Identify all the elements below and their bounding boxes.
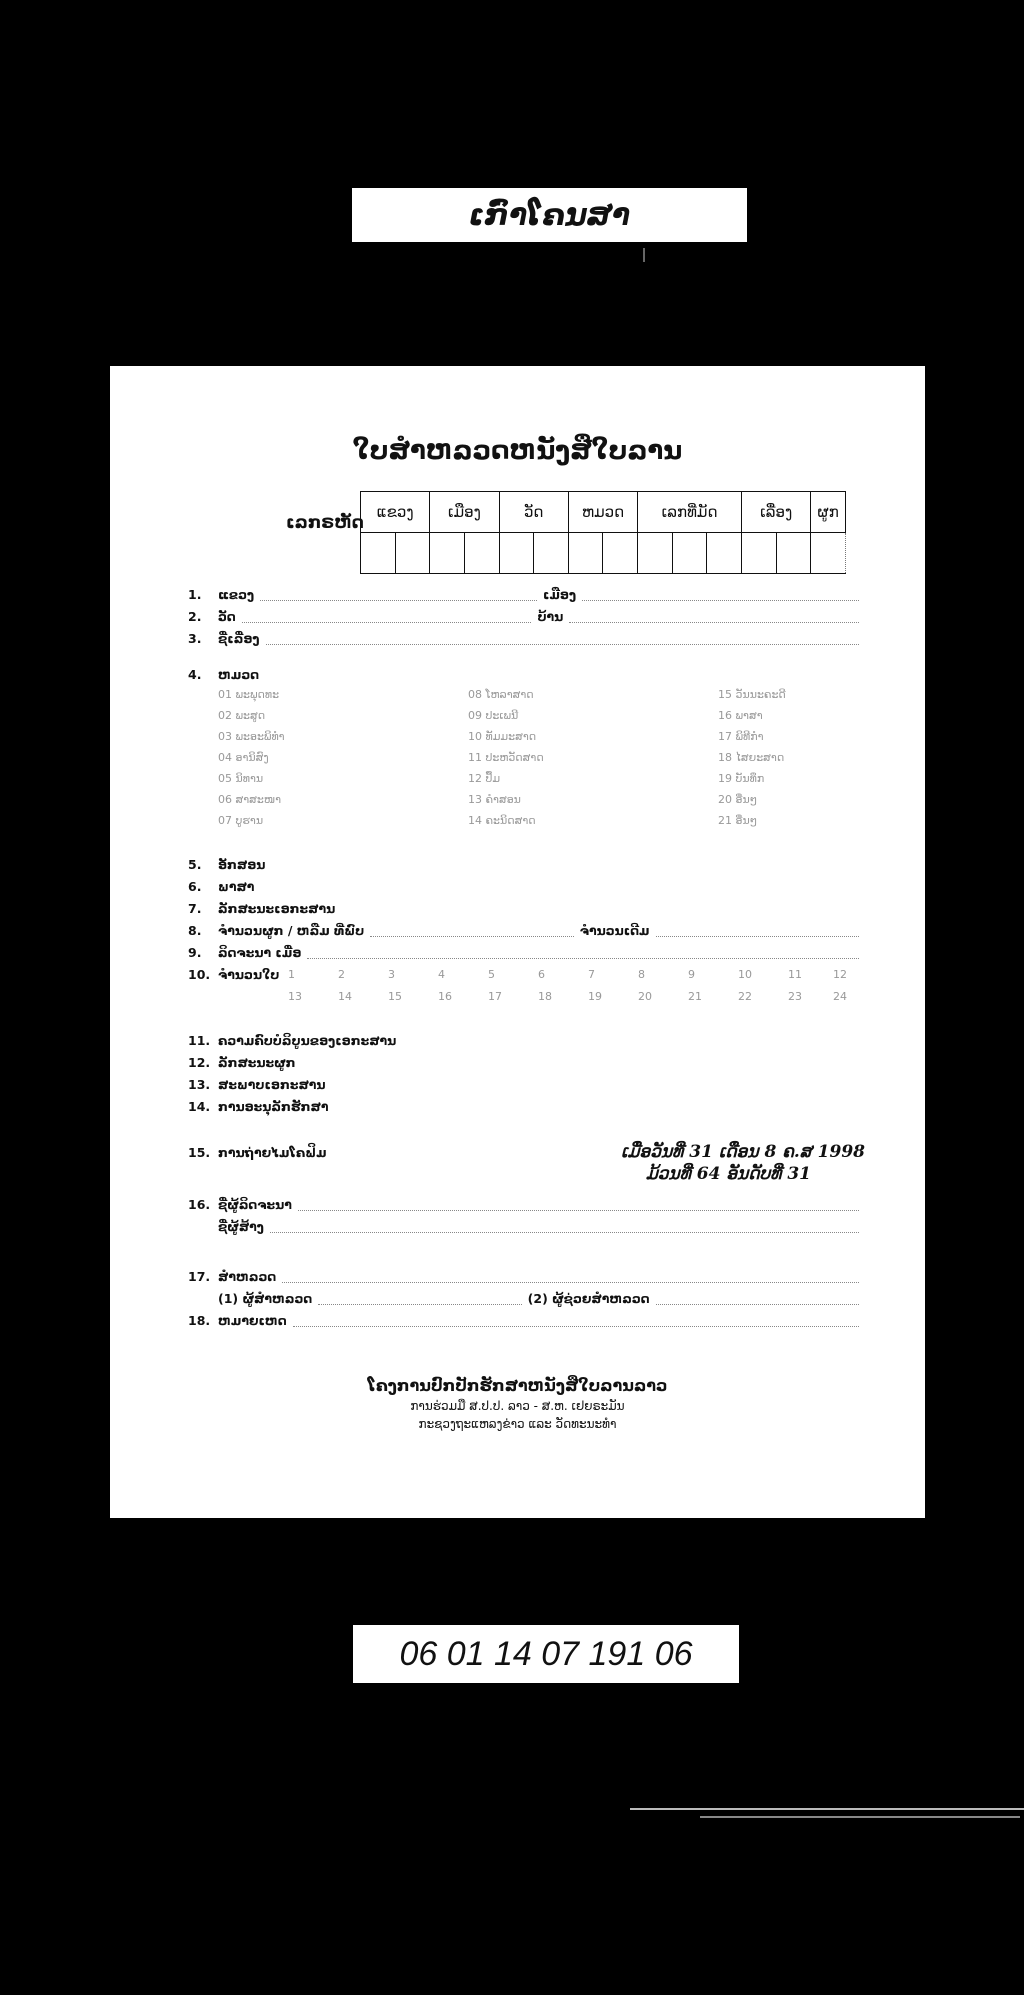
- leaf-number: 1: [288, 968, 295, 981]
- code-header-temple: ວັດ: [499, 492, 568, 533]
- category-option: 08 ໂຫລາສາດ: [468, 688, 534, 701]
- footer-cooperation: ການຮ່ວມມື ສ.ປ.ປ. ລາວ - ສ.ຫ. ເຢຍຣະມັນ: [410, 1399, 625, 1413]
- leaf-number: 7: [588, 968, 595, 981]
- row-label: ການອະນຸລັກຮັກສາ: [218, 1098, 329, 1114]
- row-microfilm-roll: [188, 1164, 865, 1184]
- row-number: 18.: [188, 1312, 211, 1328]
- category-option: 04 ອານິສົງ: [218, 751, 269, 764]
- row-microfilm: [188, 1142, 865, 1162]
- survey-form-sheet: [110, 366, 925, 1518]
- row-province: [188, 584, 865, 604]
- code-table: [360, 491, 846, 574]
- category-option: 19 ບັນທຶກ: [718, 772, 765, 785]
- code-cell: [811, 533, 846, 574]
- handwritten-date: ເມື່ອວັນທີ່ 31 ເດືອນ 8 ຄ.ສ 1998: [621, 1142, 865, 1162]
- row-label: ສະພາບເອກະສານ: [218, 1076, 326, 1092]
- surveyor-label: (1) ຜູ້ສຳຫລວດ: [218, 1290, 313, 1306]
- microfilm-code-label: 06 01 14 07 191 06: [353, 1625, 739, 1683]
- leaf-number: 12: [833, 968, 847, 981]
- tick-mark: [643, 248, 645, 262]
- category-option: 12 ປຶ້ມ: [468, 772, 501, 785]
- leaf-number: 15: [388, 990, 402, 1003]
- fill-line: [370, 924, 574, 937]
- category-option: 18 ໄສຍະສາດ: [718, 751, 785, 764]
- row-label: ຫມວດ: [218, 666, 260, 682]
- code-label: ເລກຣຫັດ: [286, 513, 364, 533]
- category-option: 02 ພະສູດ: [218, 709, 266, 722]
- category-option: 15 ວັນນະຄະດີ: [718, 688, 786, 701]
- category-option: 16 ພາສາ: [718, 709, 763, 722]
- row-temple: [188, 606, 865, 626]
- row-label: ຊື່ຜູ້ລິດຈະນາ: [218, 1196, 292, 1212]
- category-option: 10 ທັມມະສາດ: [468, 730, 537, 743]
- category-option: 20 ອື່ນໆ: [718, 793, 758, 806]
- code-header-fascicle: ຜູກ: [811, 492, 846, 533]
- code-cell: [638, 533, 673, 574]
- leaf-number: 20: [638, 990, 652, 1003]
- code-cell: [499, 533, 534, 574]
- row-number: 9.: [188, 944, 202, 960]
- category-option: 05 ນິທານ: [218, 772, 264, 785]
- fill-line: [656, 1292, 859, 1305]
- row-number: 11.: [188, 1032, 211, 1048]
- fill-line: [242, 610, 532, 623]
- fill-line: [270, 1220, 859, 1233]
- row-label: ຊື່ຜູ້ສ້າງ: [218, 1218, 264, 1234]
- fill-line: [293, 1314, 859, 1327]
- category-option: 17 ພິທີກຳ: [718, 730, 764, 743]
- code-cell: [742, 533, 777, 574]
- leaf-number: 6: [538, 968, 545, 981]
- leaf-number: 21: [688, 990, 702, 1003]
- fill-line: [282, 1270, 859, 1283]
- form-title: ໃບສຳຫລວດຫນັງສືໃບລານ: [352, 436, 683, 466]
- category-option: 03 ພະອະພິທຳ: [218, 730, 285, 743]
- fill-line: [656, 924, 860, 937]
- row-number: 4.: [188, 666, 202, 682]
- code-cell: [534, 533, 569, 574]
- row-label-2: ບ້ານ: [537, 608, 564, 624]
- fill-line: [569, 610, 859, 623]
- code-cell: [603, 533, 638, 574]
- code-header-title: ເລື່ອງ: [742, 492, 811, 533]
- scan-streak: [700, 1816, 1020, 1818]
- row-number: 1.: [188, 586, 202, 602]
- leaf-number: 4: [438, 968, 445, 981]
- fill-line: [582, 588, 859, 601]
- assistant-label: (2) ຜູ້ຊ່ວຍສຳຫລວດ: [527, 1290, 650, 1306]
- code-cell: [395, 533, 430, 574]
- scan-streak: [630, 1808, 1024, 1810]
- row-number: 8.: [188, 922, 202, 938]
- row-label-2: ຈຳນວນເດີມ: [579, 922, 650, 938]
- row-label: ຊື່ເລື່ອງ: [218, 630, 260, 646]
- row-number: 16.: [188, 1196, 211, 1212]
- row-script: [188, 854, 865, 874]
- leaf-number: 5: [488, 968, 495, 981]
- row-number: 15.: [188, 1144, 211, 1160]
- row-condition: [188, 1074, 865, 1094]
- header-label: ເກົ່າໂຄນສາ: [352, 188, 747, 242]
- leaf-number: 9: [688, 968, 695, 981]
- row-label: ວັດ: [218, 608, 236, 624]
- category-option: 09 ປະເພນີ: [468, 709, 519, 722]
- category-option: 11 ປະຫວັດສາດ: [468, 751, 544, 764]
- leaf-number: 16: [438, 990, 452, 1003]
- row-label: ລິດຈະນາ ເມື່ອ: [218, 944, 302, 960]
- row-scribe: [188, 1194, 865, 1214]
- row-number: 17.: [188, 1268, 211, 1284]
- code-cells-row: [361, 533, 846, 574]
- leaf-number: 18: [538, 990, 552, 1003]
- row-number: 5.: [188, 856, 202, 872]
- row-number: 7.: [188, 900, 202, 916]
- row-number: 6.: [188, 878, 202, 894]
- leaf-number: 2: [338, 968, 345, 981]
- row-number: 14.: [188, 1098, 211, 1114]
- leaf-number: 22: [738, 990, 752, 1003]
- leaf-number: 10: [738, 968, 752, 981]
- footer-project: ໂຄງການປົກປັກຮັກສາຫນັງສືໃບລານລາວ: [367, 1376, 668, 1395]
- row-label: ຄວາມຄົບບໍລິບູນຂອງເອກະສານ: [218, 1032, 397, 1048]
- category-option: 01 ພະພຸດທະ: [218, 688, 280, 701]
- row-doc-type: [188, 898, 865, 918]
- row-survey: [188, 1266, 865, 1286]
- handwritten-roll: ມ້ວນທີ່ 64 ອັນດັບທີ່ 31: [645, 1164, 811, 1184]
- category-option: 14 ຄະນິດສາດ: [468, 814, 536, 827]
- row-number: 13.: [188, 1076, 211, 1092]
- row-fascicle-count: [188, 920, 865, 940]
- code-header-district: ເມືອງ: [430, 492, 499, 533]
- row-number: 2.: [188, 608, 202, 624]
- fill-line: [298, 1198, 859, 1211]
- fill-line: [307, 946, 859, 959]
- row-label: ຈຳນວນໃບ: [218, 966, 280, 982]
- row-language: [188, 876, 865, 896]
- row-label: ການຖ່າຍໄມໂຄຟິມ: [218, 1144, 327, 1160]
- category-option: 13 ຄຳສອນ: [468, 793, 521, 806]
- fill-line: [260, 588, 537, 601]
- row-surveyors: [188, 1288, 865, 1308]
- row-sponsor: [188, 1216, 865, 1236]
- form-footer: [110, 1376, 925, 1431]
- row-preservation: [188, 1096, 865, 1116]
- code-cell: [568, 533, 603, 574]
- category-grid: [218, 688, 838, 838]
- row-label: ຈຳນວນຜູກ / ຫລືມ ທີ່ພົບ: [218, 922, 365, 938]
- leaf-number: 14: [338, 990, 352, 1003]
- category-option: 21 ອື່ນໆ: [718, 814, 758, 827]
- code-cell: [776, 533, 811, 574]
- row-label: ຫມາຍເຫດ: [218, 1312, 287, 1328]
- footer-ministry: ກະຊວງຖະແຫລງຂ່າວ ແລະ ວັດທະນະທຳ: [418, 1417, 617, 1431]
- fill-line: [266, 632, 859, 645]
- code-cell: [430, 533, 465, 574]
- leaf-number: 11: [788, 968, 802, 981]
- row-title: [188, 628, 865, 648]
- code-cell: [464, 533, 499, 574]
- category-option: 07 ບູຮານ: [218, 814, 264, 827]
- row-label: ແຂວງ: [218, 586, 255, 602]
- row-binding: [188, 1052, 865, 1072]
- row-label: ລັກສະນະເອກະສານ: [218, 900, 336, 916]
- row-label: ພາສາ: [218, 878, 255, 894]
- leaf-number: 24: [833, 990, 847, 1003]
- category-option: 06 ສາສະໜາ: [218, 793, 282, 806]
- row-number: 3.: [188, 630, 202, 646]
- row-label-2: ເມືອງ: [543, 586, 577, 602]
- leaf-number: 19: [588, 990, 602, 1003]
- row-completeness: [188, 1030, 865, 1050]
- code-header-bundle: ເລກທີ່ມັດ: [638, 492, 742, 533]
- row-number: 12.: [188, 1054, 211, 1070]
- row-category: [188, 664, 865, 684]
- leaf-number: 3: [388, 968, 395, 981]
- fill-line: [318, 1292, 521, 1305]
- code-header-category: ຫມວດ: [568, 492, 637, 533]
- row-label: ລັກສະນະຜູກ: [218, 1054, 296, 1070]
- leaf-number-grid: [288, 968, 848, 1012]
- code-cell: [361, 533, 396, 574]
- leaf-number: 23: [788, 990, 802, 1003]
- row-label: ອັກສອນ: [218, 856, 266, 872]
- row-notes: [188, 1310, 865, 1330]
- leaf-number: 8: [638, 968, 645, 981]
- code-cell: [672, 533, 707, 574]
- code-cell: [707, 533, 742, 574]
- leaf-number: 13: [288, 990, 302, 1003]
- code-header-province: ແຂວງ: [361, 492, 430, 533]
- row-label: ສຳຫລວດ: [218, 1268, 277, 1284]
- row-written-date: [188, 942, 865, 962]
- leaf-number: 17: [488, 990, 502, 1003]
- row-number: 10.: [188, 966, 211, 982]
